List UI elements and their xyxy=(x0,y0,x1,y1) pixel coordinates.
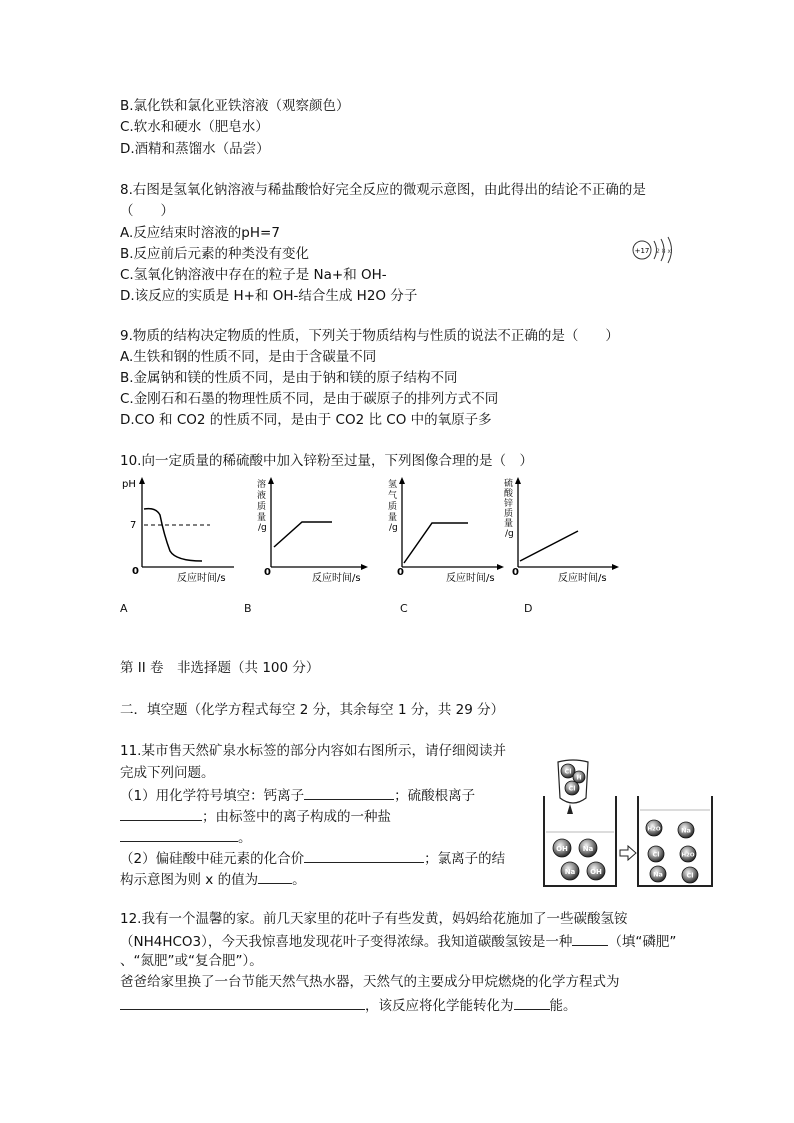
q8-paren: （ ） xyxy=(120,203,174,219)
q9-option-c: C.金刚石和石墨的物理性质不同，是由于碳原子的排列方式不同 xyxy=(120,391,499,407)
q11-line-5 xyxy=(120,827,252,847)
graph-c xyxy=(380,475,505,585)
left-ion-2: Na xyxy=(582,845,594,853)
methane-equation-blank[interactable] xyxy=(120,995,365,1010)
q11-salt-prompt: ；由标签中的离子构成的一种盐 xyxy=(202,809,391,825)
nucleus-label: +17 xyxy=(634,247,650,255)
salt-blank[interactable] xyxy=(120,827,238,842)
graph-d-origin: 0 xyxy=(512,567,519,578)
drop-ion-1: Cl xyxy=(564,767,572,776)
q8-stem: 8.右图是氢氧化钠溶液与稀盐酸恰好完全反应的微观示意图，由此得出的结论不正确的是 xyxy=(120,182,646,198)
shell-labels: 2 8 x xyxy=(656,248,671,255)
chloride-structure-diagram xyxy=(628,236,690,266)
q8-option-c: C.氢氧化钠溶液中存在的粒子是 Na+和 OH- xyxy=(120,267,387,283)
q7-option-c: C.软水和硬水（肥皂水） xyxy=(120,119,269,135)
drop-ion-2: H xyxy=(576,774,582,782)
right-ion-5: Na xyxy=(653,870,663,879)
energy-form-blank[interactable] xyxy=(514,995,550,1010)
q8-option-d: D.该反应的实质是 H+和 OH-结合生成 H2O 分子 xyxy=(120,288,418,304)
q9-stem: 9.物质的结构决定物质的性质，下列关于物质结构与性质的说法不正确的是（ ） xyxy=(120,328,619,344)
q9-option-d: D.CO 和 CO2 的性质不同，是由于 CO2 比 CO 中的氧原子多 xyxy=(120,412,492,428)
q12-line-1: 12.我有一个温馨的家。前几天家里的花叶子有些发黄，妈妈给花施加了一些碳酸氢铵 xyxy=(120,911,628,927)
right-ion-2: Na xyxy=(681,826,691,835)
graph-a-ylabel: pH xyxy=(122,479,136,490)
q12-line-4: 爸爸给家里换了一台节能天然气热水器，天然气的主要成分甲烷燃烧的化学方程式为 xyxy=(120,974,620,990)
sulfate-ion-blank[interactable] xyxy=(120,806,202,821)
q11-line-4 xyxy=(120,806,391,826)
graph-d-xlabel: 反应时间/s xyxy=(558,573,607,584)
graph-a-origin: 0 xyxy=(132,566,139,577)
left-ion-3: Na xyxy=(564,868,576,876)
q11-sulfate-prompt: ；硫酸根离子 xyxy=(394,788,476,804)
neutralization-beaker-diagram xyxy=(540,758,720,890)
section-heading: 二．填空题（化学方程式每空 2 分，其余每空 1 分，共 29 分） xyxy=(120,702,505,718)
right-ion-3: Cl xyxy=(652,850,660,859)
left-ion-4: OH xyxy=(590,868,602,876)
calcium-ion-blank[interactable] xyxy=(304,785,394,800)
fertilizer-type-blank[interactable] xyxy=(572,931,608,946)
q12-line-5 xyxy=(120,995,577,1015)
graph-a-ytick: 7 xyxy=(130,520,137,531)
graph-b-ylabel: 溶液质量/g xyxy=(257,480,267,533)
graph-a-xlabel: 反应时间/s xyxy=(177,573,226,584)
q11-x-prompt: 构示意图为则 x 的值为 xyxy=(120,872,259,888)
q11-part2-prompt: （2）偏硅酸中硅元素的化合价 xyxy=(120,851,305,867)
graph-c-xlabel: 反应时间/s xyxy=(446,573,495,584)
q12-energy-prompt: ，该反应将化学能转化为 xyxy=(365,998,514,1014)
graph-a-letter: A xyxy=(120,602,128,615)
graph-d-ylabel: 硫酸锌质量/g xyxy=(504,479,514,539)
q11-line-7-end: 。 xyxy=(292,872,306,888)
graph-b xyxy=(244,475,369,585)
valence-blank[interactable] xyxy=(304,848,424,863)
q12-line-5-end: 能。 xyxy=(549,998,577,1014)
q11-line-1: 11.某市售天然矿泉水标签的部分内容如右图所示，请仔细阅读并 xyxy=(120,743,506,759)
right-ion-6: Cl xyxy=(686,871,694,880)
x-value-blank[interactable] xyxy=(258,869,292,884)
q12-line-3: 、“氮肥”或“复合肥”）。 xyxy=(120,953,263,969)
q11-line-3 xyxy=(120,785,475,805)
q8-option-b: B.反应前后元素的种类没有变化 xyxy=(120,246,310,262)
q11-line-5-end: 。 xyxy=(238,830,252,846)
q7-option-d: D.酒精和蒸馏水（品尝） xyxy=(120,141,270,157)
q12-fertilizer-options: （填“磷肥” xyxy=(608,934,677,950)
q11-chloride-prompt: ；氯离子的结 xyxy=(424,851,506,867)
graph-c-ylabel: 氢气质量/g xyxy=(388,480,398,533)
graph-c-origin: 0 xyxy=(397,567,404,578)
q12-fertilizer-prompt: （NH4HCO3），今天我惊喜地发现花叶子变得浓绿。我知道碳酸氢铵是一种 xyxy=(120,934,573,950)
q11-line-6 xyxy=(120,848,505,868)
graph-b-xlabel: 反应时间/s xyxy=(312,573,361,584)
q9-option-b: B.金属钠和镁的性质不同，是由于钠和镁的原子结构不同 xyxy=(120,370,458,386)
right-ion-1: H2O xyxy=(647,826,661,833)
graph-d-letter: D xyxy=(524,602,533,615)
part-title: 第 II 卷 非选择题（共 100 分） xyxy=(120,660,320,676)
q12-line-2 xyxy=(120,931,676,951)
q11-line-7 xyxy=(120,869,306,889)
q10-stem: 10.向一定质量的稀硫酸中加入锌粉至过量，下列图像合理的是（ ） xyxy=(120,453,533,469)
graph-b-letter: B xyxy=(244,602,252,615)
q9-option-a: A.生铁和钢的性质不同，是由于含碳量不同 xyxy=(120,349,377,365)
q7-option-b: B.氯化铁和氯化亚铁溶液（观察颜色） xyxy=(120,98,350,114)
graph-b-origin: 0 xyxy=(264,567,271,578)
left-ion-1: OH xyxy=(556,845,568,853)
q11-line-2: 完成下列问题。 xyxy=(120,765,215,781)
drop-ion-3: Cl xyxy=(568,784,576,793)
q11-part1-prompt: （1）用化学符号填空：钙离子 xyxy=(120,788,305,804)
graph-a xyxy=(118,475,238,585)
q8-option-a: A.反应结束时溶液的pH=7 xyxy=(120,225,280,241)
graph-d xyxy=(498,475,622,585)
graph-c-letter: C xyxy=(400,602,408,615)
right-ion-4: H2O xyxy=(681,852,695,859)
